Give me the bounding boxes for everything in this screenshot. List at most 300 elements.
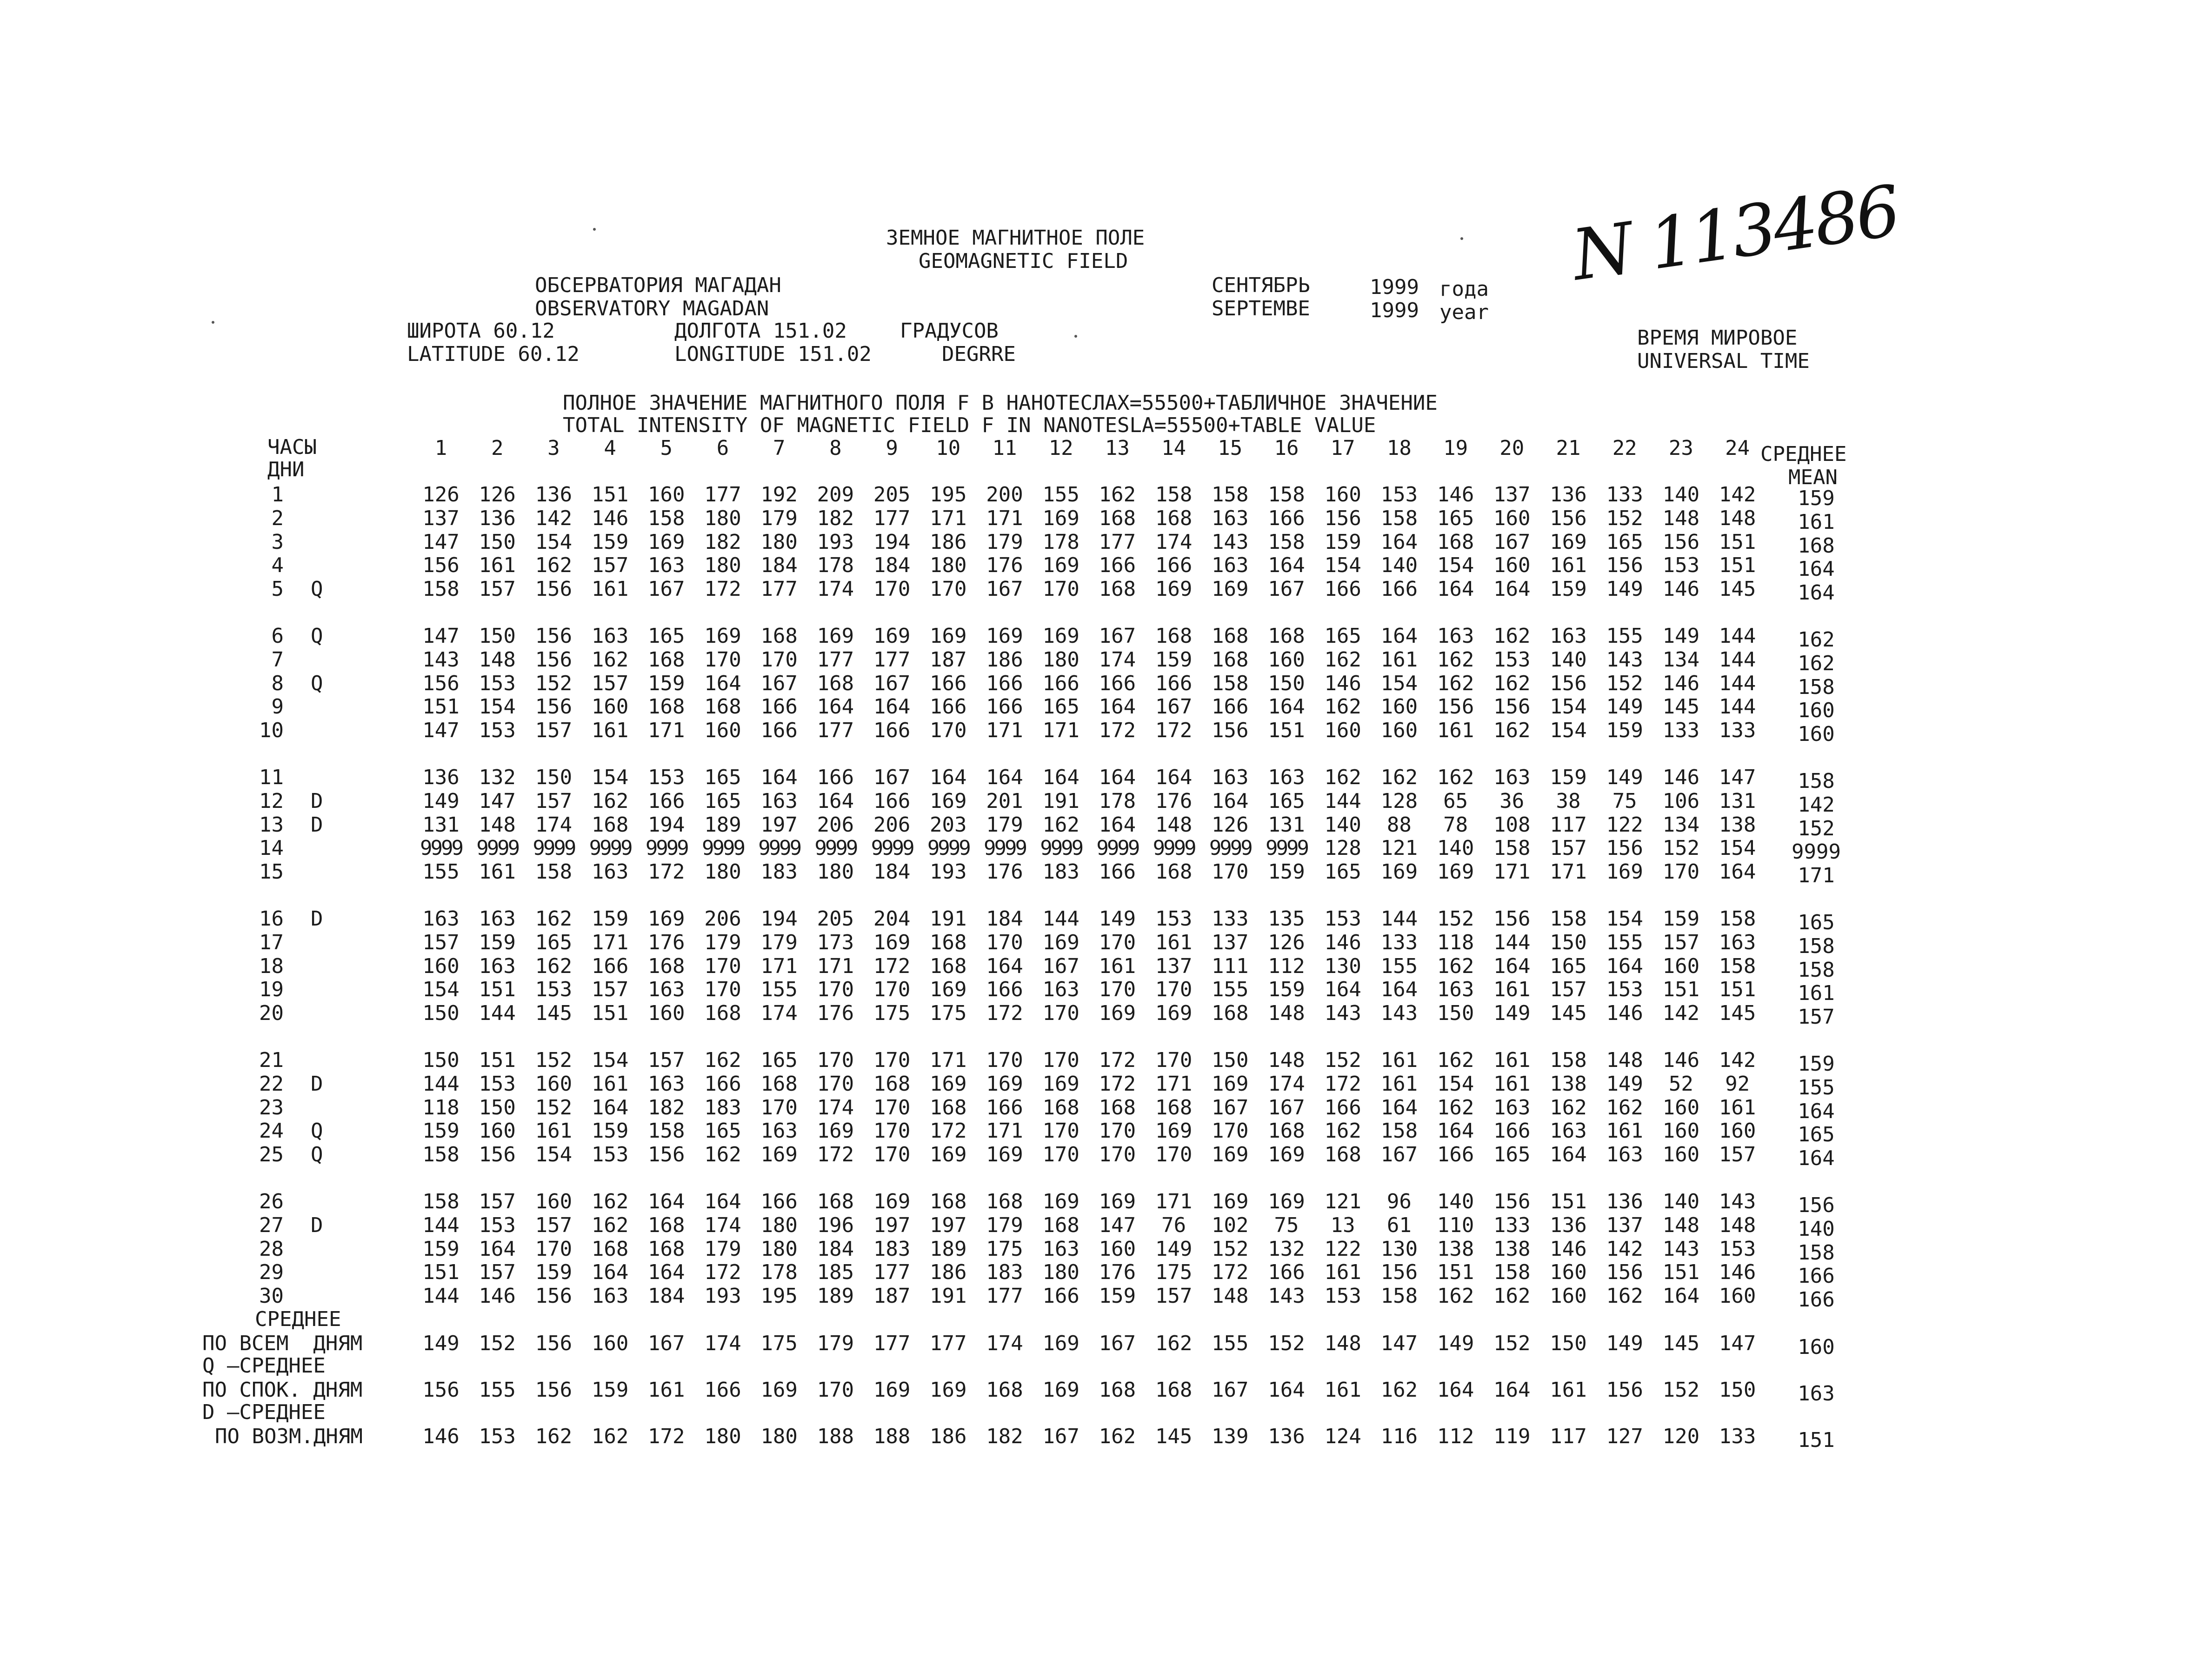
summary-value-cell: 116 [1380, 1425, 1418, 1449]
value-cell: 111 [1212, 954, 1249, 978]
value-cell: 166 [930, 671, 967, 695]
value-cell: 183 [704, 1095, 741, 1119]
value-cell: 186 [930, 530, 967, 554]
value-cell: 187 [873, 1284, 911, 1308]
value-cell: 169 [986, 1143, 1023, 1167]
value-cell: 163 [422, 907, 460, 931]
value-cell: 180 [704, 860, 741, 884]
value-cell: 165 [1324, 624, 1361, 648]
scan-speck [1460, 237, 1463, 240]
day-label: 26 [259, 1190, 284, 1213]
value-cell: 174 [817, 577, 854, 601]
intensity-en: TOTAL INTENSITY OF MAGNETIC FIELD F IN NANOTESLA=55500+TABLE VALUE [563, 413, 1376, 437]
value-cell: 143 [1212, 530, 1249, 554]
value-cell: 149 [1493, 1001, 1531, 1026]
value-cell: 160 [1662, 1095, 1700, 1119]
value-cell: 177 [704, 483, 741, 506]
value-cell: 162 [1099, 483, 1136, 506]
value-cell: 9999 [1209, 836, 1251, 860]
value-cell: 159 [479, 930, 516, 954]
value-cell: 162 [1437, 1095, 1474, 1119]
value-cell: 145 [1662, 695, 1700, 719]
value-cell: 163 [1550, 624, 1587, 648]
value-cell: 155 [1380, 954, 1418, 978]
value-cell: 163 [1493, 1095, 1531, 1119]
summary-value-cell: 168 [1099, 1378, 1136, 1402]
value-cell: 159 [422, 1119, 460, 1143]
value-cell: 170 [1042, 1143, 1079, 1167]
value-cell: 176 [817, 1001, 854, 1026]
value-cell: 145 [1719, 1001, 1756, 1026]
summary-value-cell: 127 [1606, 1425, 1643, 1449]
value-cell: 169 [1212, 1190, 1249, 1213]
day-mean: 158 [1798, 769, 1835, 793]
value-cell: 170 [535, 1237, 573, 1261]
value-cell: 163 [760, 1119, 798, 1143]
value-cell: 150 [479, 1095, 516, 1119]
day-mean: 165 [1798, 1123, 1835, 1147]
value-cell: 170 [1099, 978, 1136, 1002]
summary-value-cell: 168 [986, 1378, 1023, 1402]
value-cell: 155 [1042, 483, 1079, 506]
value-cell: 167 [873, 766, 911, 789]
value-cell: 170 [986, 1048, 1023, 1072]
value-cell: 163 [1437, 978, 1474, 1002]
value-cell: 166 [760, 695, 798, 719]
value-cell: 168 [648, 695, 685, 719]
value-cell: 170 [1099, 1143, 1136, 1167]
summary-label: ПО ВОЗМ.ДНЯМ [215, 1425, 363, 1449]
value-cell: 142 [1662, 1001, 1700, 1026]
hour-header: 23 [1668, 436, 1693, 460]
value-cell: 160 [1380, 695, 1418, 719]
value-cell: 205 [817, 907, 854, 931]
value-cell: 140 [1437, 1190, 1474, 1213]
day-label: 1 [271, 483, 284, 506]
hours-label: ЧАСЫ [267, 435, 317, 459]
scan-speck [593, 228, 596, 231]
value-cell: 180 [930, 553, 967, 578]
value-cell: 164 [591, 1260, 629, 1285]
summary-value-cell: 188 [873, 1425, 911, 1449]
value-cell: 134 [1662, 647, 1700, 672]
value-cell: 166 [1099, 671, 1136, 695]
value-cell: 166 [1099, 860, 1136, 884]
value-cell: 146 [1662, 577, 1700, 601]
value-cell: 153 [1606, 978, 1643, 1002]
value-cell: 167 [873, 671, 911, 695]
value-cell: 158 [1719, 954, 1756, 978]
value-cell: 159 [648, 671, 685, 695]
value-cell: 162 [1437, 1284, 1474, 1308]
value-cell: 151 [479, 1048, 516, 1072]
value-cell: 159 [1662, 907, 1700, 931]
year-en: 1999 [1370, 299, 1419, 322]
value-cell: 165 [704, 1119, 741, 1143]
value-cell: 178 [1042, 530, 1079, 554]
value-cell: 161 [535, 1119, 573, 1143]
value-cell: 170 [1042, 1001, 1079, 1026]
value-cell: 168 [591, 1237, 629, 1261]
value-cell: 194 [760, 907, 798, 931]
value-cell: 197 [930, 1213, 967, 1237]
value-cell: 156 [1437, 695, 1474, 719]
hour-header: 24 [1725, 436, 1750, 460]
title-ru: ЗЕМНОЕ МАГНИТНОЕ ПОЛЕ [886, 226, 1145, 250]
value-cell: 157 [422, 930, 460, 954]
value-cell: 170 [930, 719, 967, 743]
value-cell: 161 [1606, 1119, 1643, 1143]
value-cell: 102 [1212, 1213, 1249, 1237]
value-cell: 162 [1324, 647, 1361, 672]
value-cell: 164 [817, 695, 854, 719]
value-cell: 166 [1493, 1119, 1531, 1143]
summary-value-cell: 147 [1719, 1332, 1756, 1356]
value-cell: 158 [1380, 506, 1418, 530]
value-cell: 162 [535, 954, 573, 978]
value-cell: 161 [1493, 978, 1531, 1002]
value-cell: 156 [535, 624, 573, 648]
value-cell: 164 [1268, 695, 1305, 719]
value-cell: 168 [986, 1190, 1023, 1213]
hour-header: 11 [992, 436, 1017, 460]
day-flag: D [311, 1213, 323, 1237]
day-label: 30 [259, 1284, 284, 1308]
value-cell: 150 [422, 1048, 460, 1072]
value-cell: 154 [591, 1048, 629, 1072]
value-cell: 137 [1493, 483, 1531, 506]
value-cell: 157 [479, 1260, 516, 1285]
day-mean: 160 [1798, 722, 1835, 746]
value-cell: 137 [1212, 930, 1249, 954]
value-cell: 182 [648, 1095, 685, 1119]
value-cell: 88 [1386, 813, 1412, 837]
day-label: 17 [259, 930, 284, 954]
value-cell: 162 [1324, 1119, 1361, 1143]
day-label: 22 [259, 1072, 284, 1096]
value-cell: 170 [873, 577, 911, 601]
value-cell: 163 [1212, 553, 1249, 578]
value-cell: 152 [1212, 1237, 1249, 1261]
value-cell: 168 [1155, 624, 1193, 648]
value-cell: 186 [986, 647, 1023, 672]
value-cell: 205 [873, 483, 911, 506]
day-mean: 164 [1798, 581, 1835, 605]
value-cell: 159 [1550, 766, 1587, 789]
value-cell: 170 [1155, 978, 1193, 1002]
value-cell: 131 [422, 813, 460, 837]
summary-value-cell: 152 [1268, 1332, 1305, 1356]
value-cell: 156 [535, 577, 573, 601]
value-cell: 137 [422, 506, 460, 530]
value-cell: 146 [1324, 930, 1361, 954]
scan-speck [212, 321, 214, 324]
value-cell: 147 [422, 624, 460, 648]
value-cell: 206 [704, 907, 741, 931]
value-cell: 161 [1380, 1048, 1418, 1072]
summary-value-cell: 180 [760, 1425, 798, 1449]
value-cell: 143 [1268, 1284, 1305, 1308]
value-cell: 165 [535, 930, 573, 954]
value-cell: 148 [1268, 1001, 1305, 1026]
summary-value-cell: 169 [930, 1378, 967, 1402]
value-cell: 153 [1324, 1284, 1361, 1308]
value-cell: 169 [1212, 1143, 1249, 1167]
day-mean: 156 [1798, 1193, 1835, 1217]
value-cell: 180 [704, 506, 741, 530]
value-cell: 178 [1099, 789, 1136, 813]
value-cell: 169 [648, 907, 685, 931]
value-cell: 157 [591, 553, 629, 578]
value-cell: 148 [1662, 1213, 1700, 1237]
value-cell: 160 [704, 719, 741, 743]
value-cell: 148 [1155, 813, 1193, 837]
value-cell: 170 [760, 1095, 798, 1119]
value-cell: 144 [1719, 695, 1756, 719]
day-label: 13 [259, 813, 284, 837]
hour-header: 8 [829, 436, 842, 460]
value-cell: 166 [930, 695, 967, 719]
value-cell: 140 [1662, 1190, 1700, 1213]
hour-header: 22 [1612, 436, 1637, 460]
value-cell: 163 [648, 1072, 685, 1096]
value-cell: 153 [479, 719, 516, 743]
value-cell: 165 [704, 766, 741, 789]
value-cell: 170 [1042, 1119, 1079, 1143]
value-cell: 175 [1155, 1260, 1193, 1285]
value-cell: 145 [1550, 1001, 1587, 1026]
value-cell: 122 [1606, 813, 1643, 837]
day-mean: 140 [1798, 1217, 1835, 1241]
value-cell: 110 [1437, 1213, 1474, 1237]
value-cell: 164 [479, 1237, 516, 1261]
value-cell: 183 [760, 860, 798, 884]
value-cell: 151 [591, 1001, 629, 1026]
value-cell: 170 [1212, 1119, 1249, 1143]
value-cell: 152 [1437, 907, 1474, 931]
value-cell: 149 [1606, 766, 1643, 789]
value-cell: 9999 [814, 836, 857, 860]
value-cell: 134 [1662, 813, 1700, 837]
value-cell: 142 [1719, 1048, 1756, 1072]
value-cell: 163 [648, 553, 685, 578]
summary-value-cell: 161 [1550, 1378, 1587, 1402]
value-cell: 171 [986, 506, 1023, 530]
value-cell: 161 [591, 719, 629, 743]
value-cell: 136 [422, 766, 460, 789]
value-cell: 164 [1380, 1095, 1418, 1119]
value-cell: 106 [1662, 789, 1700, 813]
value-cell: 161 [591, 577, 629, 601]
value-cell: 174 [1268, 1072, 1305, 1096]
value-cell: 177 [1099, 530, 1136, 554]
value-cell: 144 [1324, 789, 1361, 813]
value-cell: 13 [1330, 1213, 1355, 1237]
value-cell: 149 [422, 789, 460, 813]
value-cell: 157 [1550, 978, 1587, 1002]
value-cell: 128 [1324, 836, 1361, 860]
value-cell: 174 [704, 1213, 741, 1237]
value-cell: 144 [422, 1213, 460, 1237]
value-cell: 186 [930, 1260, 967, 1285]
value-cell: 167 [1099, 624, 1136, 648]
value-cell: 153 [1380, 483, 1418, 506]
value-cell: 164 [591, 1095, 629, 1119]
value-cell: 128 [1380, 789, 1418, 813]
value-cell: 166 [760, 1190, 798, 1213]
value-cell: 171 [986, 719, 1023, 743]
value-cell: 142 [1606, 1237, 1643, 1261]
summary-mean: 160 [1798, 1335, 1835, 1359]
value-cell: 158 [1155, 483, 1193, 506]
value-cell: 150 [422, 1001, 460, 1026]
day-label: 24 [259, 1119, 284, 1143]
value-cell: 195 [760, 1284, 798, 1308]
summary-value-cell: 160 [591, 1332, 629, 1356]
value-cell: 144 [479, 1001, 516, 1026]
value-cell: 160 [1719, 1284, 1756, 1308]
value-cell: 156 [1606, 836, 1643, 860]
value-cell: 166 [1324, 1095, 1361, 1119]
value-cell: 171 [817, 954, 854, 978]
summary-value-cell: 182 [986, 1425, 1023, 1449]
value-cell: 169 [1155, 1001, 1193, 1026]
hour-header: 20 [1499, 436, 1525, 460]
value-cell: 168 [1042, 1095, 1079, 1119]
value-cell: 161 [1155, 930, 1193, 954]
value-cell: 152 [535, 1095, 573, 1119]
value-cell: 163 [1550, 1119, 1587, 1143]
day-mean: 165 [1798, 911, 1835, 934]
value-cell: 170 [1155, 1048, 1193, 1072]
days-label: ДНИ [267, 458, 305, 481]
value-cell: 166 [873, 789, 911, 813]
summary-value-cell: 149 [1437, 1332, 1474, 1356]
summary-value-cell: 172 [648, 1425, 685, 1449]
value-cell: 168 [1268, 1119, 1305, 1143]
value-cell: 164 [1493, 954, 1531, 978]
value-cell: 184 [873, 553, 911, 578]
value-cell: 169 [1042, 1072, 1079, 1096]
value-cell: 166 [873, 719, 911, 743]
value-cell: 154 [1550, 719, 1587, 743]
value-cell: 203 [930, 813, 967, 837]
value-cell: 9999 [1040, 836, 1082, 860]
value-cell: 150 [1437, 1001, 1474, 1026]
value-cell: 167 [1268, 577, 1305, 601]
value-cell: 152 [1324, 1048, 1361, 1072]
value-cell: 61 [1386, 1213, 1412, 1237]
value-cell: 164 [1380, 624, 1418, 648]
value-cell: 197 [760, 813, 798, 837]
summary-value-cell: 133 [1719, 1425, 1756, 1449]
hour-header: 3 [547, 436, 560, 460]
value-cell: 163 [1493, 766, 1531, 789]
value-cell: 165 [1042, 695, 1079, 719]
value-cell: 191 [930, 1284, 967, 1308]
value-cell: 200 [986, 483, 1023, 506]
time-ru: ВРЕМЯ МИРОВОЕ [1637, 326, 1798, 350]
summary-value-cell: 149 [422, 1332, 460, 1356]
day-flag: Q [311, 1143, 323, 1167]
hour-header: 16 [1274, 436, 1299, 460]
value-cell: 157 [591, 978, 629, 1002]
day-flag: Q [311, 624, 323, 648]
day-label: 4 [271, 553, 284, 578]
value-cell: 169 [1606, 860, 1643, 884]
value-cell: 155 [422, 860, 460, 884]
value-cell: 163 [1212, 506, 1249, 530]
value-cell: 166 [986, 695, 1023, 719]
value-cell: 170 [817, 1072, 854, 1096]
value-cell: 164 [1099, 695, 1136, 719]
value-cell: 172 [817, 1143, 854, 1167]
value-cell: 160 [648, 483, 685, 506]
year-word-ru: года [1439, 277, 1489, 301]
value-cell: 154 [1550, 695, 1587, 719]
value-cell: 96 [1386, 1190, 1412, 1213]
summary-value-cell: 186 [930, 1425, 967, 1449]
summary-value-cell: 180 [704, 1425, 741, 1449]
value-cell: 157 [648, 1048, 685, 1072]
value-cell: 165 [1606, 530, 1643, 554]
value-cell: 166 [1380, 577, 1418, 601]
value-cell: 166 [1155, 553, 1193, 578]
value-cell: 133 [1493, 1213, 1531, 1237]
value-cell: 155 [1212, 978, 1249, 1002]
value-cell: 144 [422, 1072, 460, 1096]
value-cell: 166 [1042, 671, 1079, 695]
value-cell: 166 [1268, 506, 1305, 530]
value-cell: 162 [1324, 695, 1361, 719]
value-cell: 159 [1268, 860, 1305, 884]
value-cell: 167 [1212, 1095, 1249, 1119]
value-cell: 122 [1324, 1237, 1361, 1261]
value-cell: 166 [1324, 577, 1361, 601]
value-cell: 126 [1268, 930, 1305, 954]
value-cell: 168 [591, 813, 629, 837]
summary-value-cell: 120 [1662, 1425, 1700, 1449]
value-cell: 157 [1719, 1143, 1756, 1167]
value-cell: 168 [1155, 860, 1193, 884]
value-cell: 152 [1606, 671, 1643, 695]
value-cell: 142 [1719, 483, 1756, 506]
value-cell: 164 [704, 1190, 741, 1213]
value-cell: 130 [1380, 1237, 1418, 1261]
value-cell: 160 [1380, 719, 1418, 743]
value-cell: 168 [648, 647, 685, 672]
value-cell: 158 [1268, 530, 1305, 554]
day-mean: 162 [1798, 628, 1835, 652]
value-cell: 160 [1550, 1260, 1587, 1285]
value-cell: 161 [1380, 1072, 1418, 1096]
value-cell: 164 [760, 766, 798, 789]
hour-header: 21 [1556, 436, 1581, 460]
value-cell: 156 [1493, 1190, 1531, 1213]
value-cell: 65 [1443, 789, 1468, 813]
value-cell: 192 [760, 483, 798, 506]
value-cell: 193 [817, 530, 854, 554]
value-cell: 155 [1606, 624, 1643, 648]
title-en: GEOMAGNETIC FIELD [919, 249, 1128, 273]
value-cell: 158 [1212, 483, 1249, 506]
value-cell: 156 [1606, 553, 1643, 578]
value-cell: 160 [479, 1119, 516, 1143]
value-cell: 143 [1719, 1190, 1756, 1213]
summary-value-cell: 156 [535, 1332, 573, 1356]
value-cell: 177 [873, 647, 911, 672]
value-cell: 159 [1099, 1284, 1136, 1308]
